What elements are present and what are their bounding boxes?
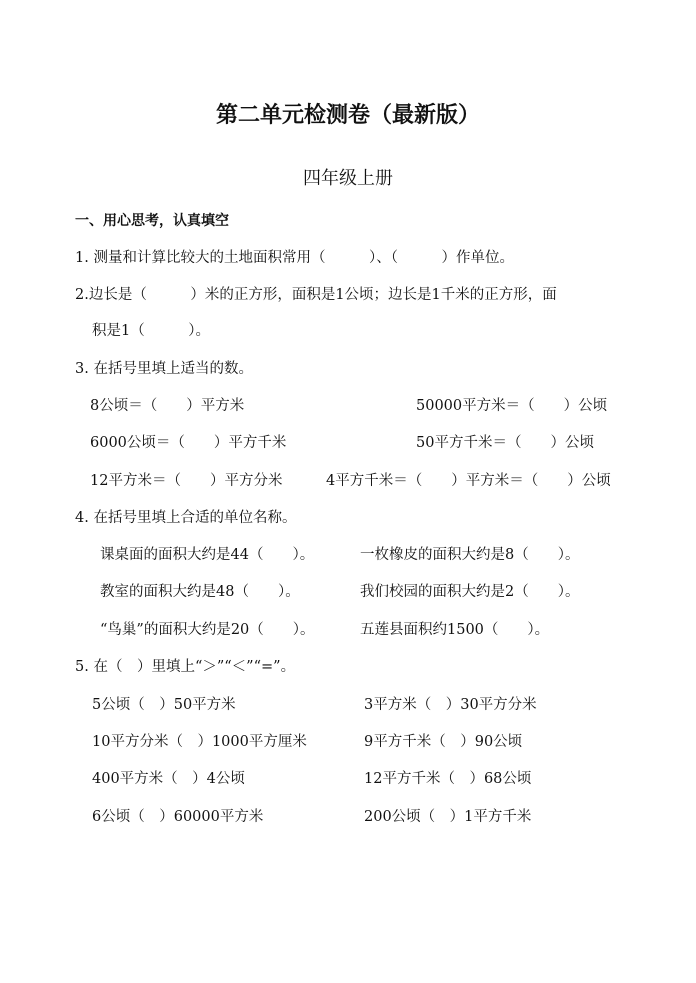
q3-item: 4平方千米＝（ ）平方米＝（ ）公顷 (326, 473, 611, 489)
q5-item: 3平方米（ ）30平方分米 (364, 697, 537, 713)
page-subtitle: 四年级上册 (303, 168, 393, 189)
question-1: 1. 测量和计算比较大的土地面积常用（ ）、（ ）作单位。 (75, 250, 514, 266)
q4-item: 一枚橡皮的面积大约是8（ ）。 (360, 547, 580, 563)
section-heading: 一、用心思考，认真填空 (75, 213, 229, 229)
q3-item: 50平方千米＝（ ）公顷 (416, 435, 594, 451)
q5-item: 12平方千米（ ）68公顷 (364, 771, 532, 787)
q3-item: 12平方米＝（ ）平方分米 (90, 473, 283, 489)
page-title: 第二单元检测卷（最新版） (215, 103, 480, 128)
question-2-line-1: 2.边长是（ ）米的正方形，面积是1公顷；边长是1千米的正方形，面 (75, 287, 557, 303)
q4-item: 课桌面的面积大约是44（ ）。 (100, 547, 315, 563)
q5-item: 9平方千米（ ）90公顷 (364, 734, 523, 750)
question-5-stem: 5. 在（ ）里填上“＞”“＜”“=”。 (75, 659, 296, 675)
q5-item: 6公顷（ ）60000平方米 (92, 809, 264, 825)
q5-item: 400平方米（ ）4公顷 (92, 771, 245, 787)
question-3-stem: 3. 在括号里填上适当的数。 (75, 361, 253, 377)
q3-item: 6000公顷＝（ ）平方千米 (90, 435, 287, 451)
q3-item: 50000平方米＝（ ）公顷 (416, 398, 608, 414)
q4-item: “鸟巢”的面积大约是20（ ）。 (100, 622, 315, 638)
q4-item: 教室的面积大约是48（ ）。 (100, 584, 300, 600)
q3-item: 8公顷＝（ ）平方米 (90, 398, 245, 414)
question-4-stem: 4. 在括号里填上合适的单位名称。 (75, 510, 297, 526)
q5-item: 200公顷（ ）1平方千米 (364, 809, 532, 825)
question-2-line-2: 积是1（ ）。 (92, 323, 210, 339)
q4-item: 五莲县面积约1500（ ）。 (360, 622, 550, 638)
q4-item: 我们校园的面积大约是2（ ）。 (360, 584, 580, 600)
q5-item: 5公顷（ ）50平方米 (92, 697, 236, 713)
q5-item: 10平方分米（ ）1000平方厘米 (92, 734, 307, 750)
